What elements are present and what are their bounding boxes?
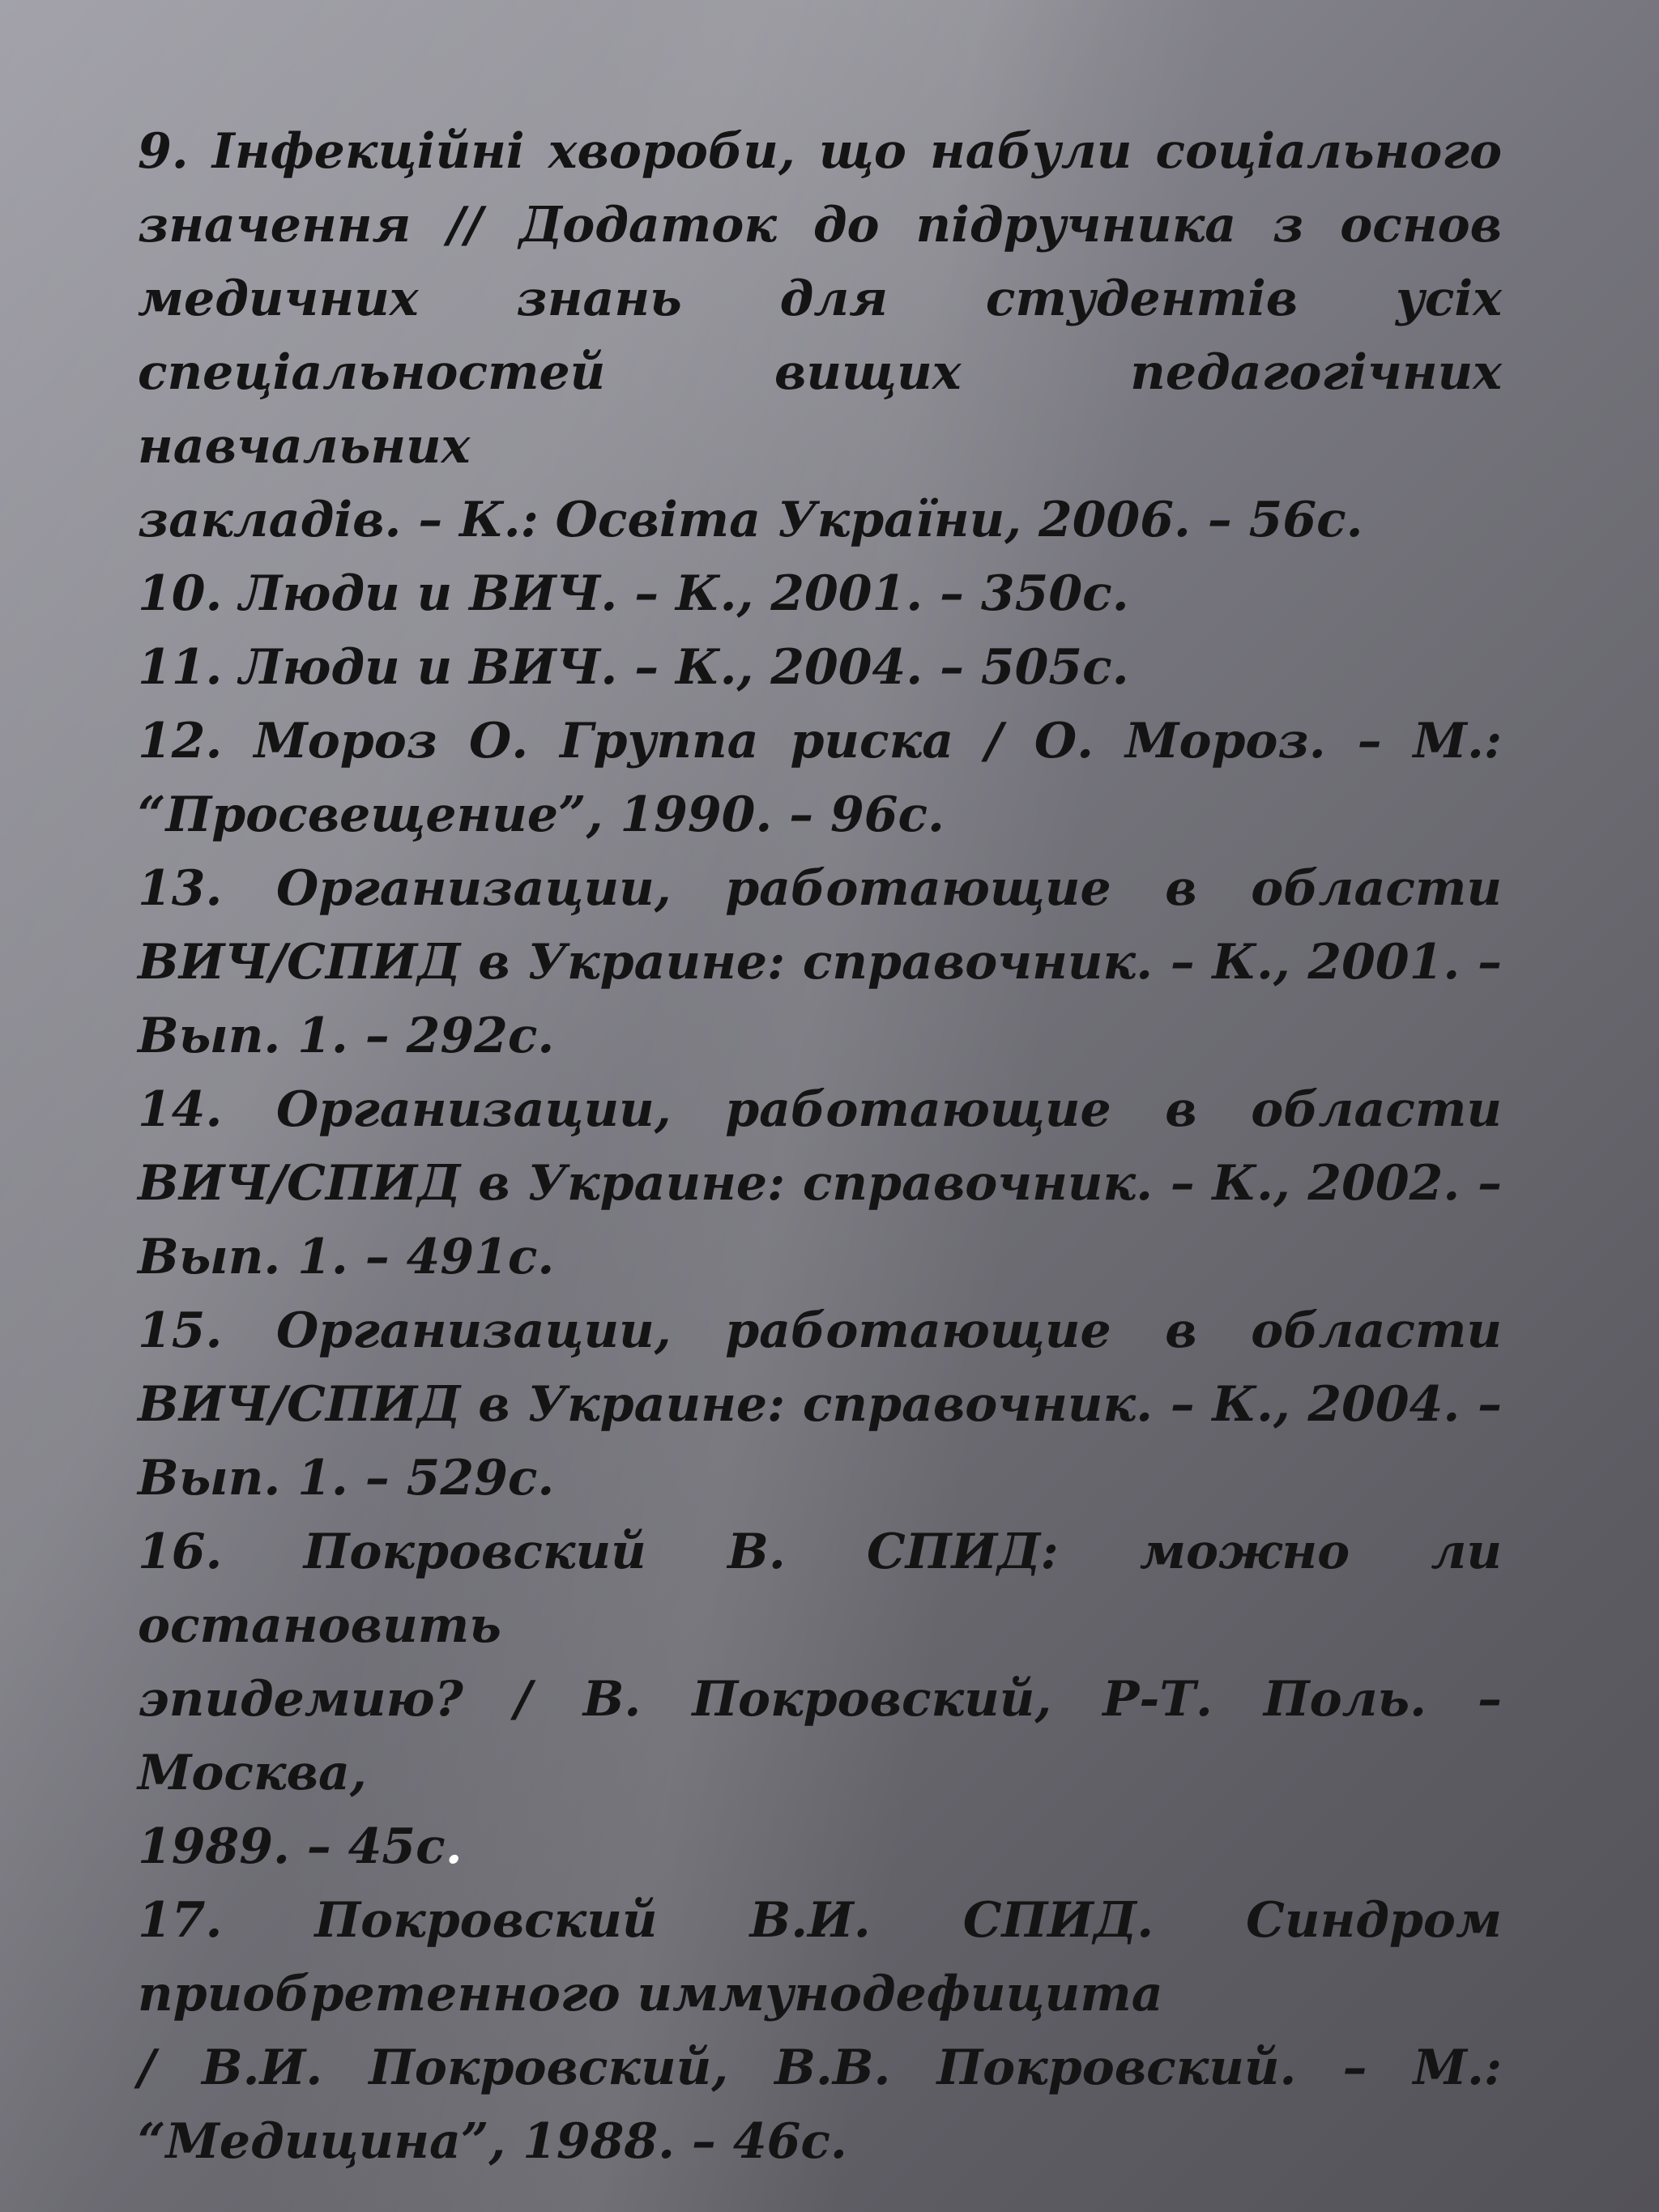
reference-item-15 [138,1294,1502,1515]
reference-item-10 [138,557,1502,631]
reference-line: закладів. – К.: Освіта України, 2006. – 56с. [138,492,1363,548]
reference-line: 11. Люди и ВИЧ. – К., 2004. – 505с. [138,639,1129,696]
reference-line: ВИЧ/СПИД в Украине: справочник. – К., 2001. – [138,934,1502,991]
reference-line: “Медицина”, 1988. – 46с. [138,2113,847,2170]
reference-line: ВИЧ/СПИД в Украине: справочник. – К., 2004. – [138,1376,1502,1433]
reference-line: спеціальностей вищих педагогічних навчальних [138,344,1502,475]
reference-line: 13. Организации, работающие в области [138,860,1502,917]
reference-line: ВИЧ/СПИД в Украине: справочник. – К., 2002. – [138,1155,1502,1212]
reference-line: Вып. 1. – 292с. [138,1008,555,1064]
reference-list [138,115,1502,2179]
reference-item-17 [138,1884,1502,2179]
reference-line: 15. Организации, работающие в области [138,1302,1502,1359]
reference-line: 10. Люди и ВИЧ. – К., 2001. – 350с. [138,565,1129,622]
reference-item-14 [138,1073,1502,1294]
reference-line: 12. Мороз О. Группа риска / О. Мороз. – М.: [138,713,1502,769]
reference-item-9 [138,115,1502,557]
reference-line: “Просвещение”, 1990. – 96с. [138,786,945,843]
trailing-dot: . [445,1818,463,1875]
reference-item-16 [138,1515,1502,1884]
reference-line: / В.И. Покровский, В.В. Покровский. – М.: [138,2039,1502,2096]
reference-line: Вып. 1. – 529с. [138,1450,555,1507]
reference-line: 9. Інфекційні хвороби, що набули соціального [138,123,1502,180]
reference-item-13 [138,852,1502,1073]
reference-line-text: 1989. – 45с [138,1818,446,1875]
reference-item-12 [138,705,1502,852]
reference-line: медичних знань для студентів усіх [138,271,1502,327]
reference-line: эпидемию? / В. Покровский, Р-Т. Поль. – Москва, [138,1671,1502,1801]
reference-line: приобретенного иммунодефицита [138,1966,1163,2022]
reference-line: 16. Покровский В. СПИД: можно ли остановить [138,1524,1502,1654]
reference-line: 17. Покровский В.И. СПИД. Синдром [138,1892,1502,1949]
reference-line: значення // Додаток до підручника з основ [138,197,1502,254]
reference-line: Вып. 1. – 491с. [138,1229,555,1285]
reference-line: 14. Организации, работающие в области [138,1081,1502,1138]
reference-line [138,1810,1502,1884]
reference-item-11 [138,631,1502,705]
